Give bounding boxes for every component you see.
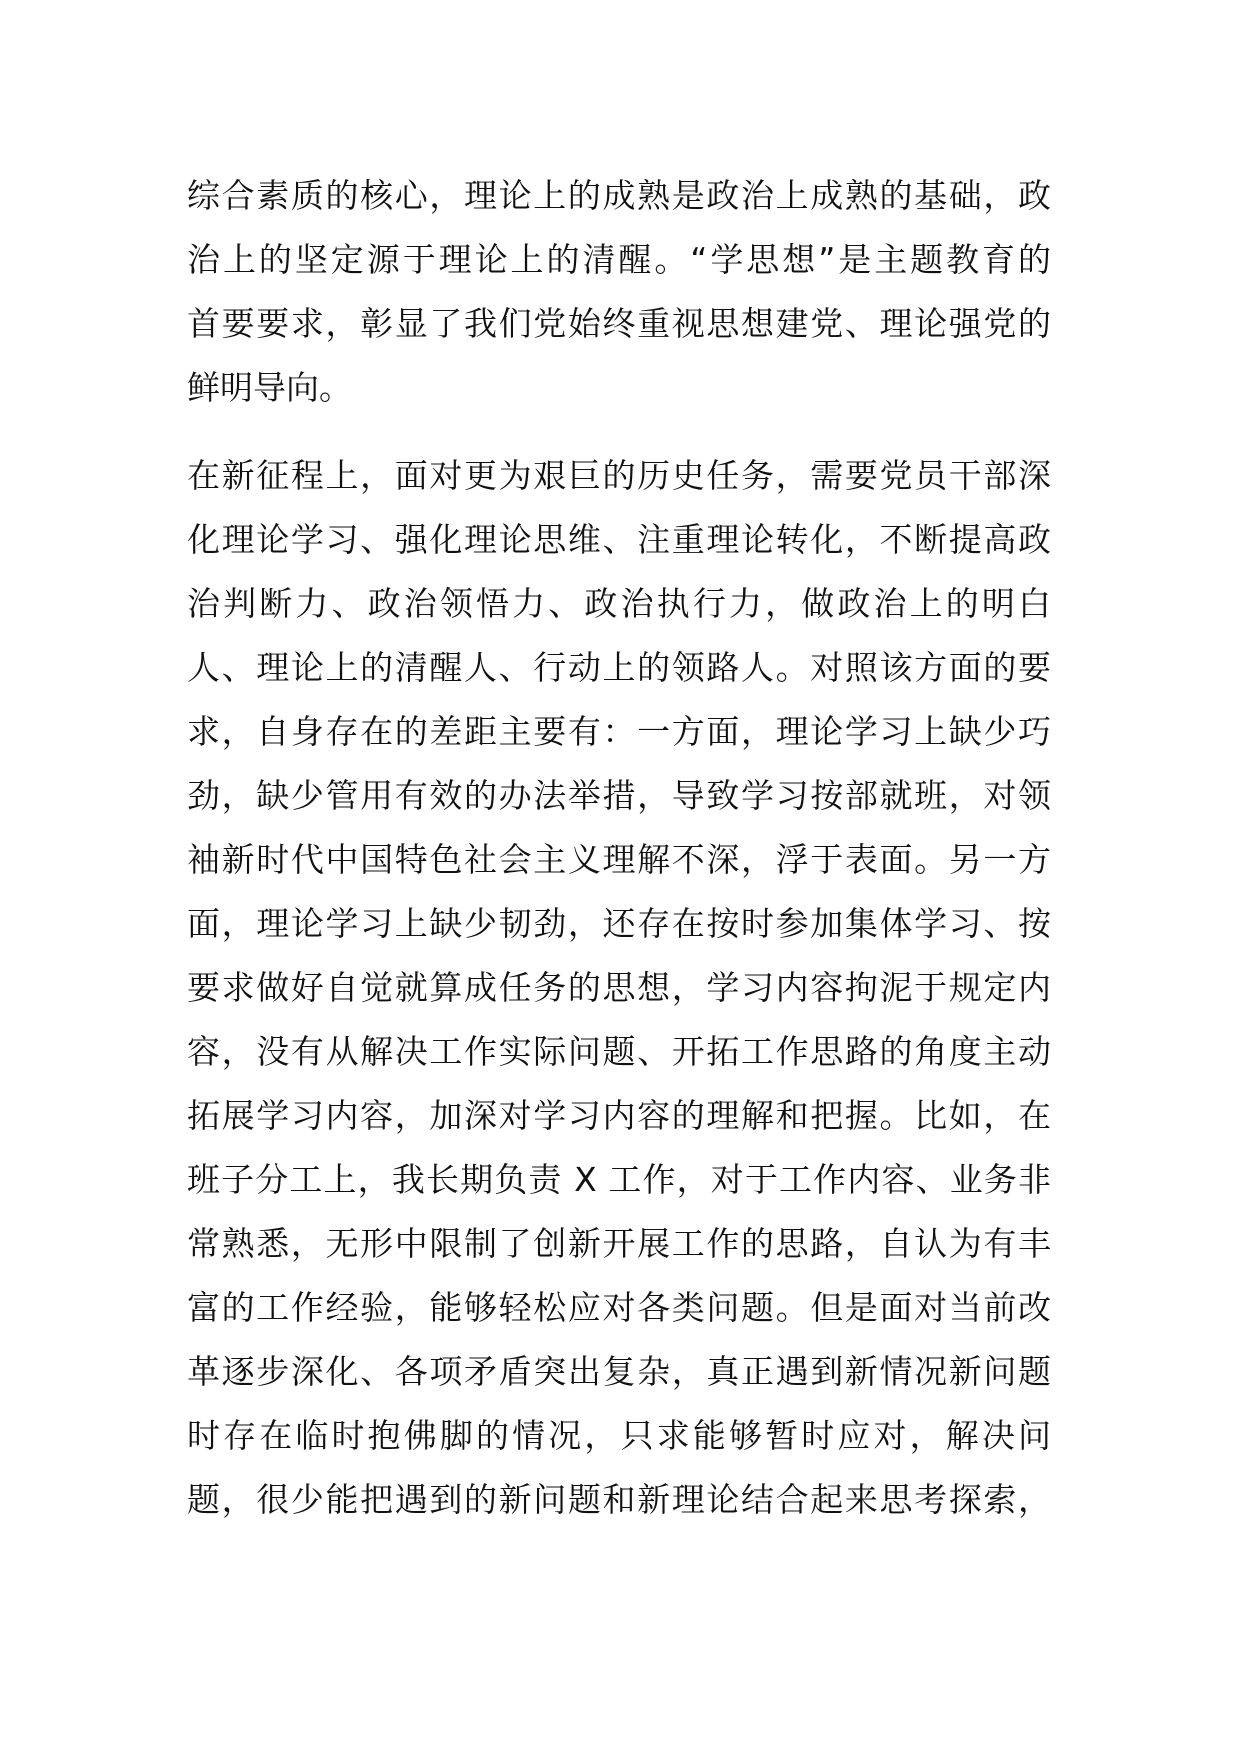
paragraph-2-line: 容，没有从解决工作实际问题、开拓工作思路的角度主动	[187, 1032, 1051, 1071]
paragraph-2-line: 求，自身存在的差距主要有：一方面，理论学习上缺少巧	[187, 712, 1051, 751]
paragraph-2-line: 袖新时代中国特色社会主义理解不深，浮于表面。另一方	[187, 840, 1051, 879]
paragraph-2-line: 拓展学习内容，加深对学习内容的理解和把握。比如，在	[187, 1096, 1051, 1135]
paragraph-2-line: 劲，缺少管用有效的办法举措，导致学习按部就班，对领	[187, 776, 1051, 815]
paragraph-2-line: 人、理论上的清醒人、行动上的领路人。对照该方面的要	[187, 648, 1051, 687]
paragraph-1-line: 鲜明导向。	[187, 368, 352, 407]
paragraph-2-line: 富的工作经验，能够轻松应对各类问题。但是面对当前改	[187, 1288, 1051, 1327]
paragraph-2-line: 面，理论学习上缺少韧劲，还存在按时参加集体学习、按	[187, 904, 1051, 943]
paragraph-2-line: 要求做好自觉就算成任务的思想，学习内容拘泥于规定内	[187, 968, 1051, 1007]
paragraph-2-line: 化理论学习、强化理论思维、注重理论转化，不断提高政	[187, 520, 1051, 559]
paragraph-1-line: 治上的坚定源于理论上的清醒。“学思想”是主题教育的	[187, 240, 1051, 279]
paragraph-2-line: 时存在临时抱佛脚的情况，只求能够暂时应对，解决问	[187, 1416, 1051, 1455]
paragraph-2-line: 在新征程上，面对更为艰巨的历史任务，需要党员干部深	[187, 456, 1051, 495]
paragraph-2-line: 治判断力、政治领悟力、政治执行力，做政治上的明白	[187, 584, 1051, 623]
paragraph-2-line: 革逐步深化、各项矛盾突出复杂，真正遇到新情况新问题	[187, 1352, 1051, 1391]
paragraph-1-line: 首要要求，彰显了我们党始终重视思想建党、理论强党的	[187, 304, 1051, 343]
paragraph-1-line: 综合素质的核心，理论上的成熟是政治上成熟的基础，政	[187, 176, 1051, 215]
paragraph-2-line: 题，很少能把遇到的新问题和新理论结合起来思考探索，	[187, 1480, 1051, 1519]
paragraph-2-line: 班子分工上，我长期负责 X 工作，对于工作内容、业务非	[187, 1160, 1051, 1199]
paragraph-2	[187, 444, 1051, 1532]
paragraph-1	[187, 164, 1051, 420]
paragraph-2-line: 常熟悉，无形中限制了创新开展工作的思路，自认为有丰	[187, 1224, 1051, 1263]
